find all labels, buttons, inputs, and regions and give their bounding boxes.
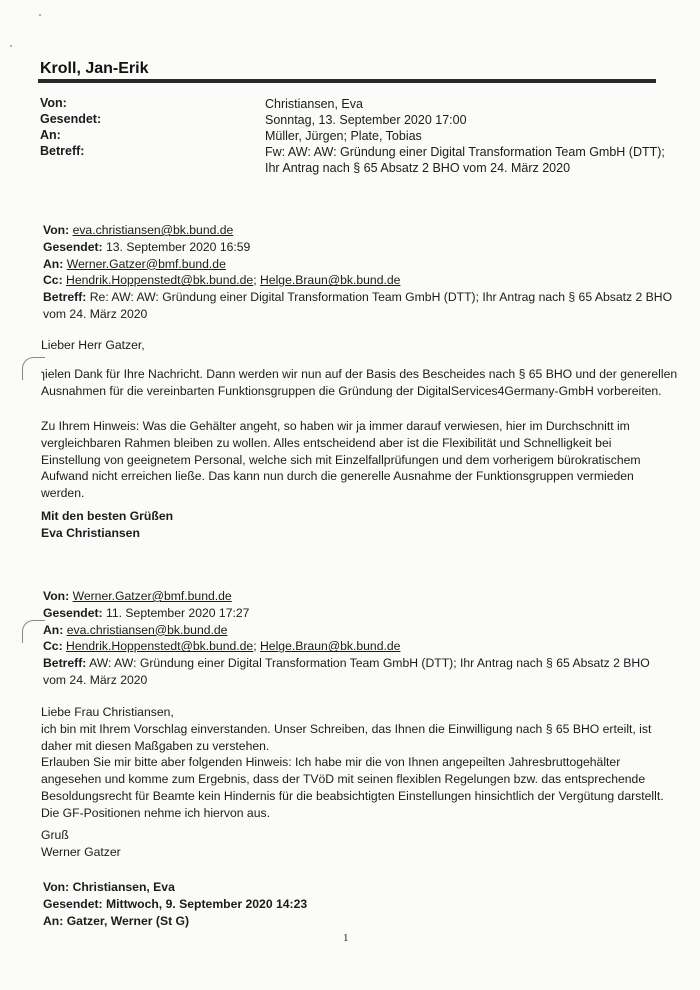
mail2-body bbox=[41, 704, 663, 822]
mail1-gesendet: 13. September 2020 16:59 bbox=[106, 239, 251, 254]
header-to: Müller, Jürgen; Plate, Tobias bbox=[265, 129, 422, 143]
mail1-betreff-label: Betreff: bbox=[43, 290, 87, 305]
mail2-cc-label: Cc: bbox=[43, 639, 63, 654]
mail1-p2-line: Zu Ihrem Hinweis: Was die Gehälter angeht, so haben wir ja immer darauf verwiesen, hier im Durchschnitt im bbox=[41, 419, 630, 433]
mail2-an-label: An: bbox=[43, 622, 64, 637]
mail1-cc-link-1[interactable]: Hendrik.Hoppenstedt@bk.bund.de bbox=[66, 273, 254, 288]
mail1-signature: Eva Christiansen bbox=[41, 526, 140, 540]
mail2-body-line: Die GF-Positionen nehme ich hiervon aus. bbox=[41, 805, 270, 820]
mail3-gesendet: Mittwoch, 9. September 2020 14:23 bbox=[106, 896, 308, 911]
mail2-signature: Werner Gatzer bbox=[41, 845, 121, 859]
mail2-body-line: Erlauben Sie mir bitte aber folgenden Hinweis: Ich habe mir die von Ihnen angepeilten Jahresbruttogehälter bbox=[41, 755, 621, 770]
scan-curl-mark bbox=[22, 620, 45, 643]
mail1-p2-line: Einstellung von geeignetem Personal, welche sich mit Einzelfallprüfungen und dem vorherigem bürokratischem bbox=[41, 452, 641, 467]
mail1-p1-line: Ausnahmen für die vereinbarten Funktionsgruppen die Gründung der DigitalServices4Germany-GmbH vorbereiten. bbox=[41, 383, 662, 398]
mail2-header: Von: Werner.Gatzer@bmf.bund.de Gesendet: 11. September 2020 17:27 An: eva.christiansen@bk.bund.de Cc: Hendrik.Hoppenstedt@bk.bund.de; Helge.Braun@bk.bund.de Betreff: AW: AW: Gründung einer Digital Transformation Team GmbH (DTT); Ihr Antrag nach § 65 Absatz 2 BHO vom 24. März 2020 bbox=[43, 588, 663, 689]
header-label-sent: Gesendet: bbox=[40, 112, 102, 126]
mail2-body-line: angesehen und komme zum Ergebnis, dass der TVöD mit seinen flexiblen Regelungen bzw. das entsprechende bbox=[41, 772, 646, 787]
mail2-betreff-label: Betreff: bbox=[43, 656, 87, 671]
mail3-an: Gatzer, Werner (St G) bbox=[66, 913, 190, 928]
mail1-paragraph-1 bbox=[41, 366, 678, 400]
mail1-p2-line: Aufwand nicht erreichen ließe. Das kann nun durch die generelle Ausnahme der Funktionsgruppen vermieden bbox=[41, 469, 634, 484]
mail3-header bbox=[43, 879, 663, 929]
mail3-gesendet-label: Gesendet: bbox=[43, 896, 103, 911]
header-label-from: Von: bbox=[40, 96, 67, 110]
mail1-closing: Mit den besten Grüßen bbox=[41, 509, 174, 523]
header-from: Christiansen, Eva bbox=[265, 97, 363, 111]
scan-speck bbox=[10, 45, 12, 47]
page-number: 1 bbox=[343, 932, 349, 944]
mail2-gesendet: 11. September 2020 17:27 bbox=[106, 605, 250, 620]
mail2-body-line: Besoldungsrecht für Beamte kein Hindernis für die beabsichtigten Einstellungen hinsichtlich der Vergütung darstellt. bbox=[41, 788, 664, 803]
mail1-cc-label: Cc: bbox=[43, 273, 63, 288]
scan-speck bbox=[39, 14, 41, 16]
mail2-body-line: daher mit diesen Maßgaben zu verstehen. bbox=[41, 738, 270, 753]
mail1-an-link[interactable]: Werner.Gatzer@bmf.bund.de bbox=[66, 256, 226, 271]
mail2-von-label: Von: bbox=[43, 589, 70, 603]
mail2-body-line: Liebe Frau Christiansen, bbox=[41, 705, 174, 719]
mail3-an-label: An: bbox=[43, 913, 64, 928]
mail1-betreff-line-2: vom 24. März 2020 bbox=[43, 306, 148, 321]
mail1-betreff-line-1: Re: AW: AW: Gründung einer Digital Transformation Team GmbH (DTT); Ihr Antrag nach § 65 Absatz 2 BHO bbox=[89, 290, 673, 305]
mail1-header: Von: eva.christiansen@bk.bund.de Gesendet: 13. September 2020 16:59 An: Werner.Gatzer@bmf.bund.de Cc: Hendrik.Hoppenstedt@bk.bund.de; Helge.Braun@bk.bund.de Betreff: Re: AW: AW: Gründung einer Digital Transformation Team GmbH (DTT); Ihr Antrag nach § 65 Absatz 2 BHO vom 24. März 2020 bbox=[43, 223, 673, 321]
header-subject-line-1: Fw: AW: AW: Gründung einer Digital Transformation Team GmbH (DTT); bbox=[265, 145, 665, 159]
mail1-von-link[interactable]: eva.christiansen@bk.bund.de bbox=[72, 223, 234, 237]
mail1-greeting: Lieber Herr Gatzer, bbox=[41, 338, 145, 352]
mail1-p2-line: werden. bbox=[41, 486, 85, 501]
mail2-betreff-line-2: vom 24. März 2020 bbox=[43, 672, 148, 687]
mail2-von-link[interactable]: Werner.Gatzer@bmf.bund.de bbox=[72, 589, 232, 603]
mail2-gesendet-label: Gesendet: bbox=[43, 605, 103, 620]
mail2-cc-link-1[interactable]: Hendrik.Hoppenstedt@bk.bund.de bbox=[66, 639, 254, 654]
mail1-an-label: An: bbox=[43, 256, 64, 271]
header-rule bbox=[38, 79, 656, 83]
mail2-betreff-line-1: AW: AW: Gründung einer Digital Transformation Team GmbH (DTT); Ihr Antrag nach § 65 Absatz 2 BHO bbox=[89, 656, 650, 671]
mail1-p2-line: vergleichbaren Rahmen bleiben zu wollen. Alles entscheidend aber ist die Flexibilität und Schnelligkeit bei bbox=[41, 435, 612, 450]
mail1-p1-line: ɿielen Dank für Ihre Nachricht. Dann werden wir nun auf der Basis des Bescheides nach § 65 BHO und der generellen bbox=[41, 367, 678, 381]
header-sent: Sonntag, 13. September 2020 17:00 bbox=[265, 113, 467, 127]
mail2-body-line: ich bin mit Ihrem Vorschlag einverstanden. Unser Schreiben, das Ihnen die Einwilligung nach § 65 BHO erteilt, ist bbox=[41, 721, 652, 736]
mail1-gesendet-label: Gesendet: bbox=[43, 239, 103, 254]
mailbox-owner: Kroll, Jan-Erik bbox=[40, 60, 149, 77]
mail1-paragraph-2 bbox=[41, 418, 663, 502]
mail2-an-link[interactable]: eva.christiansen@bk.bund.de bbox=[66, 622, 228, 637]
header-label-to: An: bbox=[40, 128, 61, 142]
mail1-cc-link-2[interactable]: Helge.Braun@bk.bund.de bbox=[260, 273, 401, 288]
mail1-von-label: Von: bbox=[43, 223, 70, 237]
header-label-subject: Betreff: bbox=[40, 144, 85, 158]
mail3-von: Christiansen, Eva bbox=[72, 880, 175, 894]
header-subject-line-2: Ihr Antrag nach § 65 Absatz 2 BHO vom 24. März 2020 bbox=[265, 161, 571, 175]
mail2-cc-link-2[interactable]: Helge.Braun@bk.bund.de bbox=[260, 639, 401, 654]
mail2-closing: Gruß bbox=[41, 828, 69, 842]
mail3-von-label: Von: bbox=[43, 880, 70, 894]
